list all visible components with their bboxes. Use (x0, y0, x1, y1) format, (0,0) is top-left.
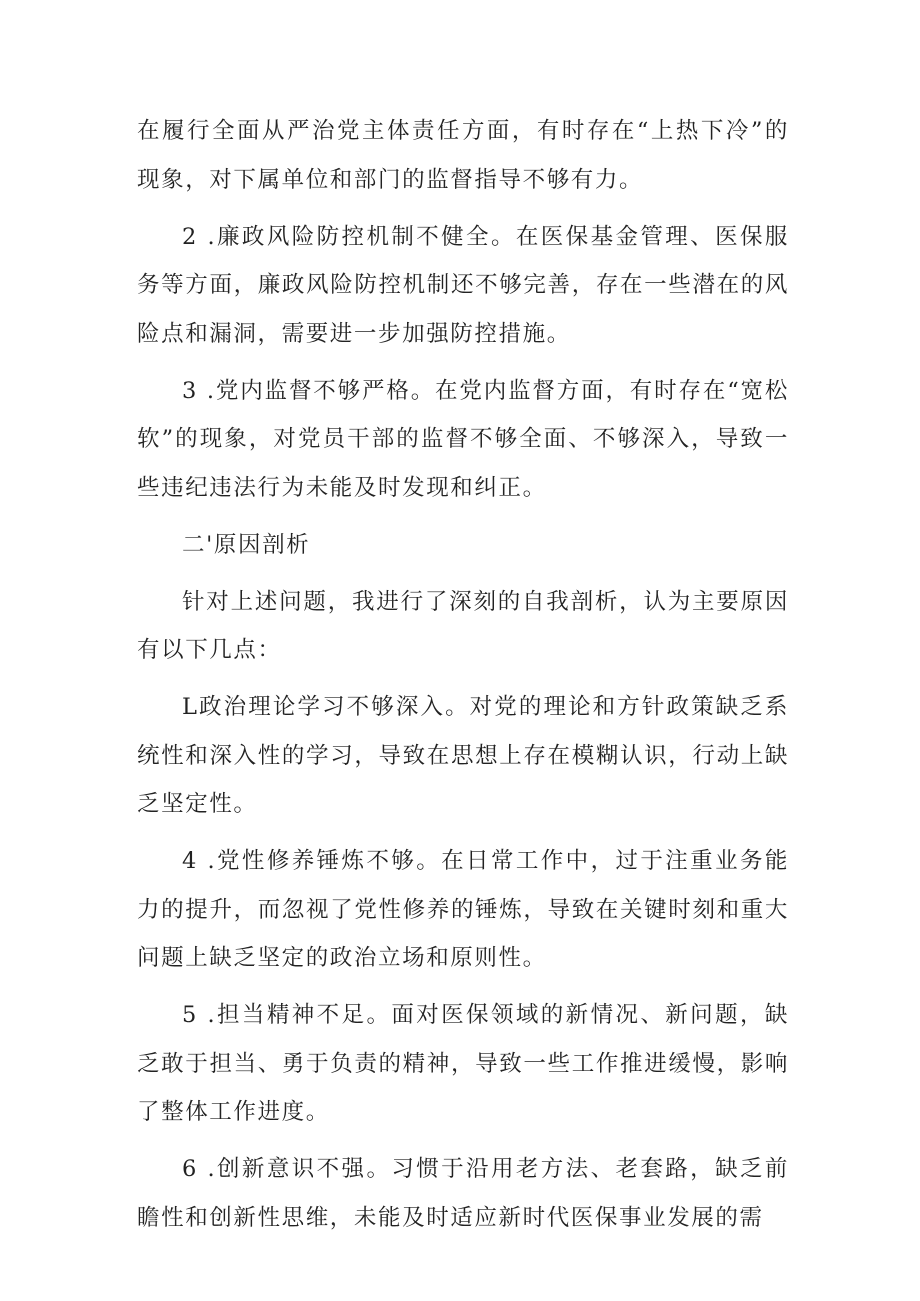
paragraph-cause-1: L政治理论学习不够深入。对党的理论和方针政策缺乏系统性和深入性的学习，导致在思想上存在模糊认识，行动上缺乏坚定性。 (137, 694, 789, 817)
paragraph-item-2: 2 .廉政风险防控机制不健全。在医保基金管理、医保服务等方面，廉政风险防控机制还不够完善，存在一些潜在的风险点和漏洞，需要进一步加强防控措施。 (137, 223, 789, 347)
section-heading-cause-analysis: 二'原因剖析 (182, 531, 311, 558)
paragraph-item-3: 3 .党内监督不够严格。在党内监督方面，有时存在“宽松软”的现象，对党员干部的监督不够全面、不够深入，导致一些违纪违法行为未能及时发现和纠正。 (137, 377, 789, 501)
document-body (137, 107, 789, 1251)
paragraph-cause-6: 6 .创新意识不强。习惯于沿用老方法、老套路，缺乏前瞻性和创新性思维，未能及时适应新时代医保事业发展的需 (137, 1156, 789, 1231)
paragraph-cause-5: 5 .担当精神不足。面对医保领域的新情况、新问题，缺乏敢于担当、勇于负责的精神，导致一些工作推进缓慢，影响了整体工作进度。 (137, 1002, 789, 1125)
paragraph-cause-4: 4 .党性修养锤炼不够。在日常工作中，过于注重业务能力的提升，而忽视了党性修养的锤炼，导致在关键时刻和重大问题上缺乏坚定的政治立场和原则性。 (137, 848, 789, 971)
paragraph-responsibility: 在履行全面从严治党主体责任方面，有时存在“上热下冷”的现象，对下属单位和部门的监督指导不够有力。 (137, 118, 789, 193)
paragraph-intro: 针对上述问题，我进行了深刻的自我剖析，认为主要原因有以下几点： (137, 588, 789, 663)
